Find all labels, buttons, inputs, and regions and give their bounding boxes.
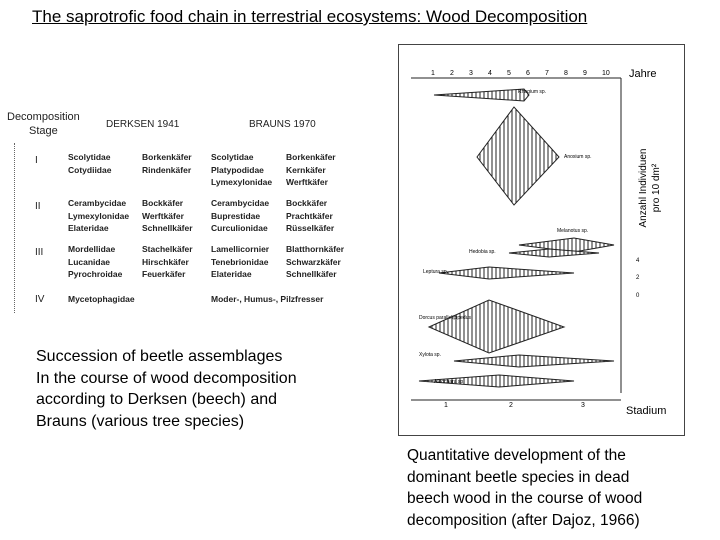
family-name: Lymexylonidae [68, 210, 130, 221]
stadium-tick: 2 [509, 402, 513, 409]
common-name: Bockkäfer [142, 198, 184, 208]
species-label: Leptura sp. [423, 269, 449, 275]
common-name: Borkenkäfer [286, 152, 336, 162]
common-name: Schnellkäfer [286, 269, 337, 279]
family-name: Moder-, Humus-, Pilzfresser [211, 294, 324, 304]
species-shape [454, 355, 614, 367]
derksen-latin-names [68, 243, 122, 281]
scale-tick: 0 [636, 293, 640, 299]
decomposition-figure [398, 44, 685, 436]
year-tick: 7 [545, 70, 549, 77]
family-name: Cotydiidae [68, 164, 112, 175]
common-name: Werftkäfer [142, 210, 184, 221]
derksen-german-names [142, 151, 192, 176]
species-label: Melanotus sp. [557, 228, 589, 234]
species-shape [434, 89, 529, 101]
jahre-label: Jahre [629, 68, 657, 80]
year-tick: 4 [488, 70, 492, 77]
right-caption [407, 445, 642, 531]
family-name: Cerambycidae [211, 198, 270, 208]
year-tick: 5 [507, 70, 511, 77]
y-axis-label-line: Anzahl Individuen [638, 148, 649, 228]
year-tick: 1 [431, 70, 435, 77]
y-axis-label-text [637, 133, 663, 243]
y-axis-label-line: pro 10 dm² [651, 163, 662, 213]
beetle-succession-table [2, 108, 352, 316]
stage-label: II [35, 201, 41, 212]
species-shape [477, 107, 559, 205]
species-label: Aleochara sp. [434, 379, 465, 385]
derksen-german-names [142, 197, 193, 235]
species-label: Hedobia sp. [469, 249, 496, 255]
stadium-tick: 1 [444, 402, 448, 409]
year-tick: 8 [564, 70, 568, 77]
year-tick: 2 [450, 70, 454, 77]
family-name: Scolytidae [211, 152, 254, 162]
left-caption [36, 346, 297, 432]
brauns-german-names [286, 243, 344, 281]
common-name: Kernkäfer [286, 164, 326, 175]
caption-line: In the course of wood decomposition [36, 369, 297, 387]
stage-label: IV [35, 294, 45, 305]
family-name: Scolytidae [68, 152, 111, 162]
scale-tick: 2 [636, 275, 640, 281]
brauns-latin-names [211, 197, 269, 235]
common-name: Feuerkäfer [142, 269, 186, 279]
scale-tick: 4 [636, 258, 640, 264]
year-tick: 6 [526, 70, 530, 77]
brauns-german-names [286, 197, 334, 235]
stage-axis-line [14, 143, 16, 313]
family-name: Lymexylonidae [211, 177, 273, 187]
year-tick: 9 [583, 70, 587, 77]
family-name: Buprestidae [211, 210, 261, 221]
family-name: Mordellidae [68, 244, 116, 254]
common-name: Hirschkäfer [142, 256, 189, 267]
derksen-latin-names [68, 151, 111, 176]
family-name: Tenebrionidae [211, 256, 269, 267]
stage-label: III [35, 247, 44, 258]
brauns-german-names [286, 151, 336, 189]
derksen-latin-names [68, 293, 135, 306]
stadium-tick: 3 [581, 402, 585, 409]
species-shape [429, 300, 564, 353]
common-name: Schnellkäfer [142, 223, 193, 233]
year-ticks [431, 70, 621, 80]
family-name: Cerambycidae [68, 198, 127, 208]
family-name: Curculionidae [211, 223, 268, 233]
family-name: Mycetophagidae [68, 294, 135, 304]
species-label: Dorcus parallelipipedus [419, 315, 471, 321]
caption-line: Quantitative development of the [407, 447, 626, 464]
derksen-column-header: DERKSEN 1941 [106, 119, 180, 130]
year-tick: 10 [602, 70, 610, 77]
common-name: Bockkäfer [286, 198, 328, 208]
species-shape [439, 267, 574, 279]
year-tick: 3 [469, 70, 473, 77]
stage-header-line-2: Stage [29, 125, 58, 137]
common-name: Stachelkäfer [142, 244, 193, 254]
species-label: Anoxium sp. [564, 154, 592, 160]
common-name: Schwarzkäfer [286, 256, 341, 267]
caption-line: Succession of beetle assemblages [36, 348, 283, 365]
caption-line: beech wood in the course of wood [407, 490, 643, 507]
common-name: Werftkäfer [286, 177, 328, 187]
derksen-latin-names [68, 197, 129, 235]
common-name: Prachtkäfer [286, 210, 333, 221]
brauns-latin-names [211, 243, 269, 281]
family-name: Lucanidae [68, 256, 111, 267]
stage-header-line-1: Decomposition [7, 111, 80, 123]
derksen-german-names [142, 243, 193, 281]
caption-line: according to Derksen (beech) and [36, 391, 278, 408]
stadium-label: Stadium [626, 405, 667, 417]
species-label: Xylota sp. [419, 352, 441, 358]
y-axis-label [625, 135, 680, 240]
species-label: Rhagium sp. [518, 89, 547, 95]
family-name: Lamellicornier [211, 244, 270, 254]
common-name: Blatthornkäfer [286, 244, 345, 254]
brauns-latin-names [211, 151, 272, 189]
stage-column-header [7, 110, 80, 138]
common-name: Rindenkäfer [142, 164, 192, 175]
common-name: Rüsselkäfer [286, 223, 335, 233]
family-name: Platypodidae [211, 164, 264, 175]
family-name: Pyrochroidae [68, 269, 123, 279]
common-name: Borkenkäfer [142, 152, 192, 162]
caption-line: Brauns (various tree species) [36, 412, 245, 430]
page-title: The saprotrofic food chain in terrestrial ecosystems: Wood Decomposition [32, 7, 588, 26]
caption-line: decomposition (after Dajoz, 1966) [407, 511, 640, 529]
family-name: Elateridae [211, 269, 252, 279]
stage-label: I [35, 155, 38, 166]
brauns-latin-names [211, 293, 323, 306]
family-name: Elateridae [68, 223, 109, 233]
brauns-column-header: BRAUNS 1970 [249, 119, 316, 130]
caption-line: dominant beetle species in dead [407, 468, 630, 486]
